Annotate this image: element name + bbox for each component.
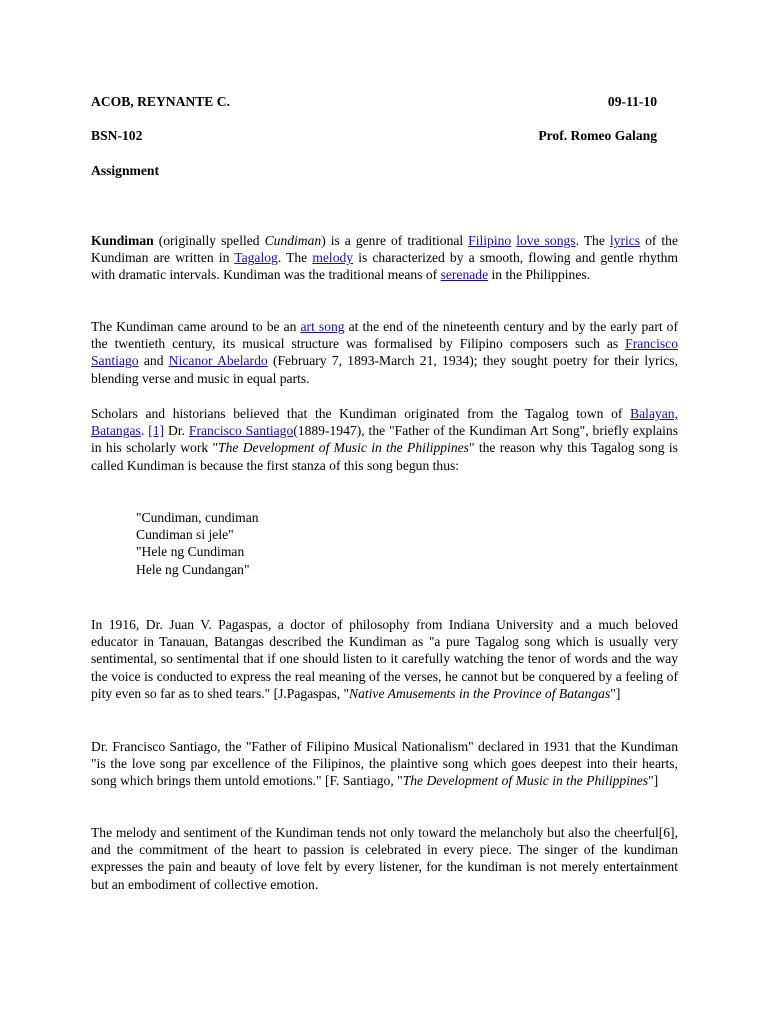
link-francisco-santiago-2[interactable]: Francisco Santiago — [188, 423, 294, 439]
link-melody[interactable]: melody — [312, 250, 354, 266]
student-name: ACOB, REYNANTE C. — [91, 94, 230, 109]
professor: Prof. Romeo Galang — [538, 128, 657, 143]
link-filipino[interactable]: Filipino — [468, 233, 512, 248]
link-serenade[interactable]: serenade — [440, 267, 489, 283]
link-nicanor-abelardo[interactable]: Nicanor Abelardo — [168, 353, 268, 369]
assignment-label — [91, 162, 657, 179]
verse-line: Cundiman si jele" — [136, 527, 234, 543]
verse-line: "Cundiman, cundiman — [136, 510, 259, 525]
paragraph-6: The melody and sentiment of the Kundiman tends not only toward the melancholy but also the cheerful[6], and the commitment of the heart to passion is celebrated in every piece. The singer of the kundiman expresses the pain and beauty of love felt by every listener, for the kundiman is not merely entertainment but an embodiment of collective emotion. — [91, 825, 678, 892]
paragraph-5: Dr. Francisco Santiago, the "Father of Filipino Musical Nationalism" declared in 1931 that the Kundiman "is the love song par excellence of the Filipinos, the plaintive song which goes deepest into their hearts, song which brings them untold emotions." [F. Santiago, "The Development of Music in the Philippines"] — [91, 739, 678, 789]
paragraph-2: The Kundiman came around to be an art song at the end of the nineteenth century and by the early part of the twentieth century, its musical structure was formalised by Filipino composers such as Francisco Santiago and Nicanor Abelardo (February 7, 1893-March 21, 1934); they sought poetry for their lyrics, blending verse and music in equal parts. — [91, 319, 679, 386]
link-reference-1[interactable]: [1] — [148, 423, 165, 439]
verse-block — [136, 509, 259, 578]
assignment-title: Assignment — [91, 163, 159, 178]
verse-line: "Hele ng Cundiman — [136, 544, 245, 560]
header-row-1 — [91, 93, 657, 110]
link-tagalog[interactable]: Tagalog — [234, 250, 278, 266]
link-balayan-batangas[interactable]: Balayan, Batangas — [91, 406, 678, 439]
link-love-songs[interactable]: love songs — [516, 233, 576, 248]
header-row-2 — [91, 127, 657, 144]
paragraph-4: In 1916, Dr. Juan V. Pagaspas, a doctor of philosophy from Indiana University and a much beloved educator in Tanauan, Batangas described the Kundiman as "a pure Tagalog song which is usually very sentimental, so sentimental that if one should listen to it carefully watching the tenor of words and the way the voice is conducted to express the real meaning of the verses, he cannot but be conquered by a feeling of pity even so far as to shed tears." [J.Pagaspas, "Native Amusements in the Province of Batangas"] — [91, 617, 678, 701]
link-lyrics[interactable]: lyrics — [609, 233, 641, 248]
section: BSN-102 — [91, 128, 143, 143]
link-art-song[interactable]: art song — [300, 319, 345, 334]
paragraph-1: Kundiman (originally spelled Cundiman) is a genre of traditional Filipino love songs. The lyrics of the Kundiman are written in Tagalog. The melody is characterized by a smooth, flowing and gentle rhythm with dramatic intervals. Kundiman was the traditional means of serenade in the Philippines. — [91, 233, 678, 283]
term-kundiman: Kundiman — [91, 233, 154, 248]
paragraph-3: Scholars and historians believed that the Kundiman originated from the Tagalog town of Balayan, Batangas. [1] Dr. Francisco Santiago(1889-1947), the "Father of the Kundiman Art Song", briefly explains in his scholarly work "The Development of Music in the Philippines" the reason why this Tagalog song is called Kundiman is because the first stanza of this song begun thus: — [91, 406, 679, 473]
link-francisco-santiago[interactable]: Francisco Santiago — [91, 336, 678, 369]
date: 09-11-10 — [607, 94, 657, 109]
verse-line: Hele ng Cundangan" — [136, 561, 250, 577]
